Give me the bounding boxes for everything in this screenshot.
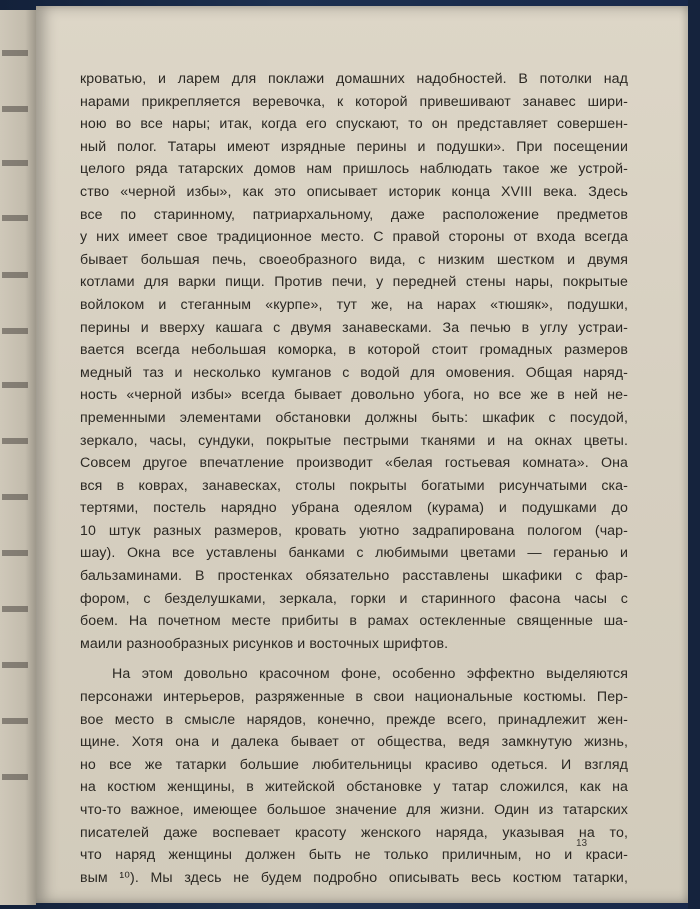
text-line: вается всегда небольшая коморка, в которой стоит громадных размеров [80, 342, 628, 359]
text-line: котлами для варки пищи. Против печи, у передней стены нары, покрытые [80, 274, 628, 291]
text-line: персонажи интерьеров, разряженные в свои национальные костюмы. Пер- [80, 689, 628, 706]
text-line: 10 штук разных размеров, кровать уютно задрапирована пологом (чар- [80, 522, 628, 539]
text-line: что-то важное, имеющее большое значение для жизни. Один из татарских [80, 802, 628, 818]
text-line: но все же татарки большие любительницы красиво одеться. И взгляд [80, 756, 628, 773]
text-line: тертями, постель нарядно убрана одеялом (курама) и подушками до [80, 500, 628, 517]
paragraph [80, 68, 628, 655]
text-line: маили разнообразных рисунков и восточных шрифтов. [80, 635, 449, 652]
text-line: На этом довольно красочном фоне, особенно эффектно выделяются [112, 666, 628, 683]
text-line: кроватью, и ларем для поклажи домашних надобностей. В потолки над [80, 71, 628, 87]
text-line: ство «черной избы», как это описывает историк конца XVIII века. Здесь [80, 183, 628, 200]
text-line: писателей даже воспевает красоту женского наряда, указывая на то, [80, 824, 628, 841]
page-number: 13 [576, 838, 588, 849]
text-line: нарами прикрепляется веревочка, к которой привешивают занавес шири- [80, 93, 628, 110]
text-line: вое место в смысле нарядов, конечно, прежде всего, принадлежит жен- [80, 711, 628, 728]
facing-page-edge [0, 10, 36, 905]
text-line: перины и вверху кашага с двумя занавесками. За печью в углу устраи- [80, 319, 628, 336]
text-line: что наряд женщины должен быть не только приличным, но и краси- [80, 847, 628, 864]
text-line: медный таз и несколько кумганов с водой для омовения. Общая наряд- [80, 364, 628, 381]
text-line: ный полог. Татары имеют изрядные перины и подушки». При посещении [80, 138, 628, 155]
text-line: ность «черной избы» всегда бывает довольно убога, но все же в ней не- [80, 387, 628, 404]
text-line: боем. На почетном месте прибиты в рамах остекленные священные ша- [80, 613, 628, 630]
text-line: вым ¹⁰). Мы здесь не будем подробно описывать весь костюм татарки, [80, 869, 628, 886]
text-line: щине. Хотя она и далека бывает от общества, ведя замкнутую жизнь, [80, 734, 628, 751]
text-line: все по старинному, патриархальному, даже расположение предметов [80, 206, 628, 223]
text-line: зеркало, часы, сундуки, покрытые пестрыми тканями и на окнах цветы. [80, 432, 628, 449]
text-line: у них имеет свое традиционное место. С правой стороны от входа всегда [80, 229, 628, 246]
text-line: Совсем другое впечатление производит «белая гостьевая комната». Она [80, 455, 628, 472]
background-edge [688, 0, 700, 909]
paragraph [80, 663, 628, 889]
text-line: бывает большая печь, своеобразного вида, с низким шестком и двумя [80, 251, 628, 268]
text-line: ною во все нары; итак, когда его спускают, то он представляет совершен- [80, 116, 628, 133]
body-text [80, 68, 628, 889]
text-line: шау). Окна все уставлены банками с любимыми цветами — геранью и [80, 545, 628, 562]
text-line: пременными элементами обстановки должны быть: шкафик с посудой, [80, 409, 628, 426]
text-line: на костюм женщины, в житейской обстановке у татар сложился, как на [80, 779, 628, 796]
text-line: бальзаминами. В простенках обязательно расставлены шкафики с фар- [80, 568, 628, 585]
text-line: вся в коврах, занавесках, столы покрыты богатыми рисунчатыми ска- [80, 477, 628, 494]
text-line: фором, с безделушками, зеркала, горки и старинного фасона часы с [80, 590, 628, 607]
text-line: войлоком и стеганным «курпе», тут же, на нарах «тюшяк», подушки, [80, 296, 628, 313]
book-page [36, 6, 688, 903]
text-line: целого ряда татарских домов нам пришлось наблюдать такое же устрой- [80, 161, 628, 178]
